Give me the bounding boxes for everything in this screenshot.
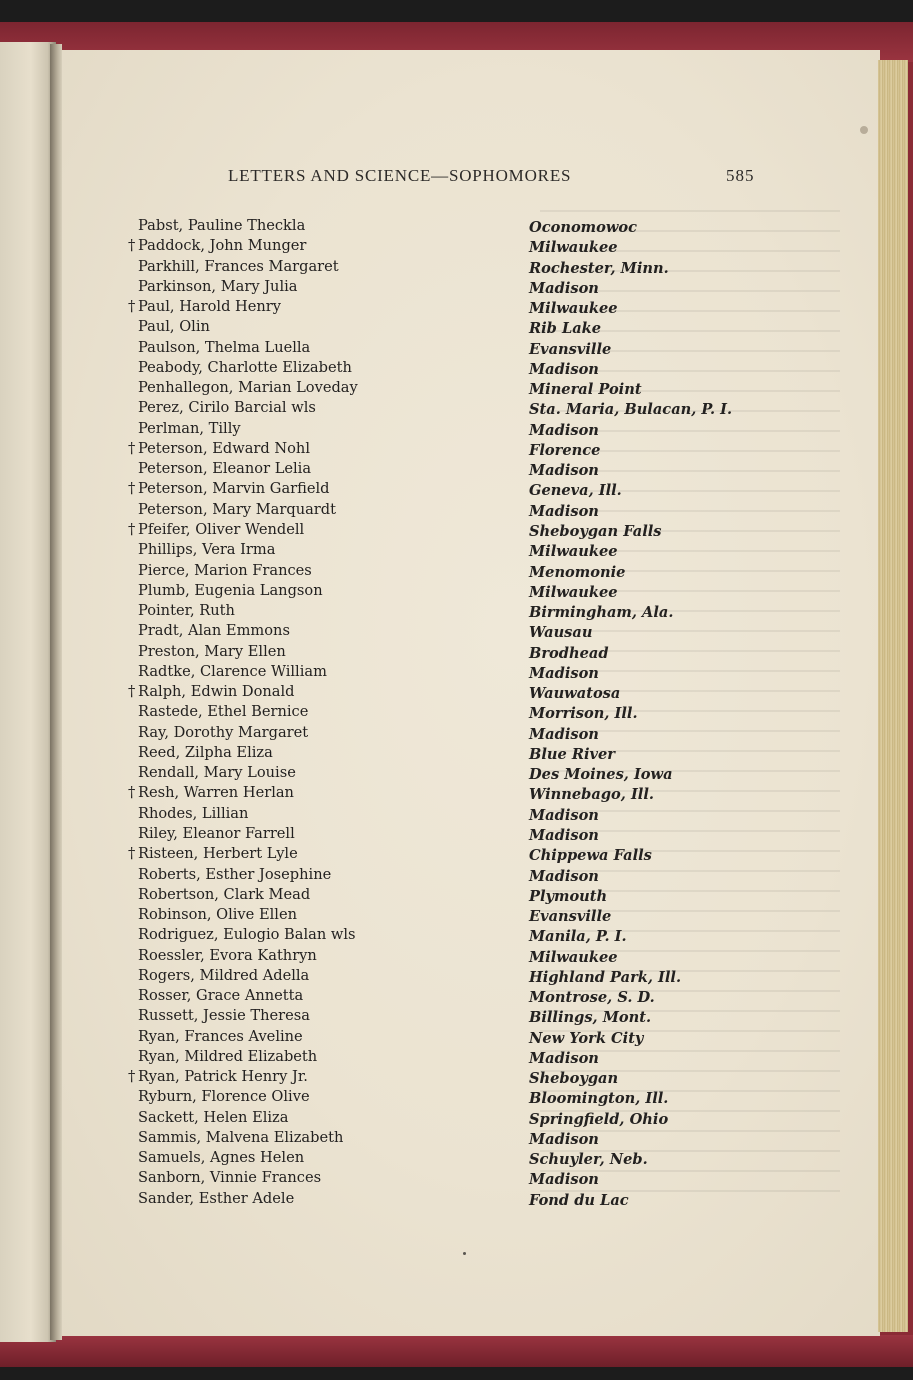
entry-name-row bbox=[128, 702, 488, 722]
dagger-mark: † bbox=[128, 520, 136, 538]
entry-name-row bbox=[128, 783, 488, 803]
hometown: Bloomington, Ill. bbox=[529, 1090, 669, 1108]
hometown: Highland Park, Ill. bbox=[529, 968, 682, 986]
hometown: Wausau bbox=[529, 624, 593, 642]
hometown: Milwaukee bbox=[529, 543, 618, 561]
hometown: Madison bbox=[529, 502, 599, 520]
student-name: Robinson, Olive Ellen bbox=[138, 906, 297, 924]
student-name: Peabody, Charlotte Elizabeth bbox=[138, 358, 352, 376]
student-name: Sammis, Malvena Elizabeth bbox=[138, 1128, 344, 1146]
student-name: Pierce, Marion Frances bbox=[138, 561, 312, 579]
dagger-mark: † bbox=[128, 439, 136, 457]
entry-name-row bbox=[128, 763, 488, 783]
dagger-mark: † bbox=[128, 480, 136, 498]
entry-name-row bbox=[128, 743, 488, 763]
student-name: Paulson, Thelma Luella bbox=[138, 338, 311, 356]
hometown: Morrison, Ill. bbox=[529, 705, 638, 723]
hometown: Milwaukee bbox=[529, 948, 618, 966]
left-page-edge bbox=[0, 42, 56, 1342]
hometown: Geneva, Ill. bbox=[529, 482, 622, 500]
hometown: Sta. Maria, Bulacan, P. I. bbox=[529, 401, 733, 419]
student-name: Resh, Warren Herlan bbox=[138, 784, 294, 802]
hometown: Mineral Point bbox=[529, 381, 642, 399]
hometown: Madison bbox=[529, 360, 599, 378]
student-name: Sackett, Helen Eliza bbox=[138, 1108, 289, 1126]
student-name: Parkinson, Mary Julia bbox=[138, 277, 298, 295]
entry-name-row bbox=[128, 986, 488, 1006]
entry-name-row bbox=[128, 297, 488, 317]
hometown: Manila, P. I. bbox=[529, 928, 627, 946]
student-name: Paddock, John Munger bbox=[138, 237, 307, 255]
entry-name-row bbox=[128, 1189, 488, 1209]
entry-name-row bbox=[128, 561, 488, 581]
student-name: Ryan, Frances Aveline bbox=[138, 1027, 303, 1045]
hometown: Rochester, Minn. bbox=[529, 259, 669, 277]
hometown: Madison bbox=[529, 462, 599, 480]
hometown: Billings, Mont. bbox=[529, 1009, 652, 1027]
student-name: Pabst, Pauline Theckla bbox=[138, 217, 306, 234]
student-name: Peterson, Edward Nohl bbox=[138, 439, 310, 457]
hometown: Milwaukee bbox=[529, 239, 618, 257]
entry-name-row bbox=[128, 824, 488, 844]
entry-name-row bbox=[128, 723, 488, 743]
student-name: Preston, Mary Ellen bbox=[138, 642, 286, 660]
hometown: Madison bbox=[529, 1130, 599, 1148]
student-name: Paul, Olin bbox=[138, 318, 210, 336]
entry-name-row bbox=[128, 338, 488, 358]
cover-bottom-edge bbox=[0, 1335, 913, 1367]
entry-name-row bbox=[128, 378, 488, 398]
dagger-mark: † bbox=[128, 298, 136, 316]
entry-name-row bbox=[128, 662, 488, 682]
hometown: Sheboygan bbox=[529, 1070, 619, 1088]
entry-name-row bbox=[128, 844, 488, 864]
entry-name-row bbox=[128, 885, 488, 905]
student-name: Samuels, Agnes Helen bbox=[138, 1149, 305, 1167]
student-name: Plumb, Eugenia Langson bbox=[138, 581, 323, 599]
entry-name-row bbox=[128, 1027, 488, 1047]
entry-name-row bbox=[128, 257, 488, 277]
student-name: Peterson, Mary Marquardt bbox=[138, 500, 336, 518]
entry-name-row bbox=[128, 966, 488, 986]
hometown: Milwaukee bbox=[529, 300, 618, 318]
dagger-mark: † bbox=[128, 845, 136, 863]
hometown: New York City bbox=[529, 1029, 644, 1047]
hometown: Madison bbox=[529, 806, 599, 824]
hometown: Madison bbox=[529, 279, 599, 297]
entry-name-row bbox=[128, 317, 488, 337]
hometown: Madison bbox=[529, 1171, 599, 1189]
student-name: Ryburn, Florence Olive bbox=[138, 1088, 310, 1106]
entry-name-row bbox=[128, 1067, 488, 1087]
student-name: Sanborn, Vinnie Frances bbox=[138, 1169, 322, 1187]
student-name: Rastede, Ethel Bernice bbox=[138, 703, 309, 721]
hometown: Oconomowoc bbox=[529, 219, 638, 236]
dagger-mark: † bbox=[128, 784, 136, 802]
student-name: Ryan, Patrick Henry Jr. bbox=[138, 1068, 308, 1086]
student-name: Radtke, Clarence William bbox=[138, 662, 327, 680]
hometown: Des Moines, Iowa bbox=[529, 766, 673, 784]
hometown: Springfield, Ohio bbox=[529, 1110, 669, 1128]
student-name: Phillips, Vera Irma bbox=[138, 541, 276, 559]
student-name: Pfeifer, Oliver Wendell bbox=[138, 520, 305, 538]
student-name: Risteen, Herbert Lyle bbox=[138, 845, 298, 863]
entry-name-row bbox=[128, 520, 488, 540]
entry-name-row bbox=[128, 621, 488, 641]
hometown: Madison bbox=[529, 725, 599, 743]
hometown: Madison bbox=[529, 867, 599, 885]
entry-name-row bbox=[128, 925, 488, 945]
entry-name-row bbox=[128, 1168, 488, 1188]
book-gutter bbox=[50, 44, 62, 1340]
student-name: Parkhill, Frances Margaret bbox=[138, 257, 339, 275]
entry-name-row bbox=[128, 479, 488, 499]
entry-name-row bbox=[128, 358, 488, 378]
hometown: Madison bbox=[529, 1049, 599, 1067]
hometown: Madison bbox=[529, 664, 599, 682]
student-name: Pradt, Alan Emmons bbox=[138, 622, 290, 640]
student-name: Peterson, Marvin Garfield bbox=[138, 480, 330, 498]
places-column bbox=[529, 218, 869, 1211]
entry-name-row bbox=[128, 500, 488, 520]
hometown: Madison bbox=[529, 421, 599, 439]
entry-name-row bbox=[128, 804, 488, 824]
hometown: Montrose, S. D. bbox=[529, 989, 655, 1007]
entry-name-row bbox=[128, 1006, 488, 1026]
names-column bbox=[128, 216, 488, 1209]
hometown: Wauwatosa bbox=[529, 685, 621, 703]
hometown: Plymouth bbox=[529, 887, 608, 905]
entry-name-row bbox=[128, 946, 488, 966]
entry-name-row bbox=[128, 642, 488, 662]
hometown: Winnebago, Ill. bbox=[529, 786, 654, 804]
hometown: Menomonie bbox=[529, 563, 626, 581]
entry-name-row bbox=[128, 1047, 488, 1067]
student-name: Rendall, Mary Louise bbox=[138, 764, 296, 782]
student-name: Roberts, Esther Josephine bbox=[138, 865, 332, 883]
student-name: Penhallegon, Marian Loveday bbox=[138, 379, 358, 397]
page-edges bbox=[878, 60, 908, 1332]
entry-name-row bbox=[128, 398, 488, 418]
dagger-mark: † bbox=[128, 683, 136, 701]
entry-name-row bbox=[128, 581, 488, 601]
hometown: Florence bbox=[529, 441, 601, 459]
student-name: Russett, Jessie Theresa bbox=[138, 1007, 310, 1025]
hometown: Schuyler, Neb. bbox=[529, 1151, 648, 1169]
student-name: Ralph, Edwin Donald bbox=[138, 683, 295, 701]
entry-name-row bbox=[128, 277, 488, 297]
student-name: Ryan, Mildred Elizabeth bbox=[138, 1047, 318, 1065]
student-name: Perez, Cirilo Barcial wls bbox=[138, 399, 316, 417]
hometown: Milwaukee bbox=[529, 583, 618, 601]
hometown: Blue River bbox=[529, 745, 615, 763]
paper-spot bbox=[860, 126, 868, 134]
paper-spot bbox=[463, 1252, 466, 1255]
entry-name-row bbox=[128, 459, 488, 479]
student-name: Robertson, Clark Mead bbox=[138, 885, 311, 903]
entry-name-row bbox=[128, 682, 488, 702]
dagger-mark: † bbox=[128, 1068, 136, 1086]
hometown: Madison bbox=[529, 826, 599, 844]
entry-name-row bbox=[128, 1148, 488, 1168]
entry-name-row bbox=[128, 1128, 488, 1148]
entry-name-row bbox=[128, 419, 488, 439]
dagger-mark: † bbox=[128, 237, 136, 255]
student-name: Peterson, Eleanor Lelia bbox=[138, 460, 312, 478]
hometown: Evansville bbox=[529, 340, 612, 358]
entry-name-row bbox=[128, 1087, 488, 1107]
student-name: Roessler, Evora Kathryn bbox=[138, 946, 317, 964]
student-name: Pointer, Ruth bbox=[138, 602, 235, 620]
student-name: Riley, Eleanor Farrell bbox=[138, 824, 295, 842]
hometown: Brodhead bbox=[529, 644, 609, 662]
entry-name-row bbox=[128, 1108, 488, 1128]
running-head: LETTERS AND SCIENCE—SOPHOMORES bbox=[228, 166, 572, 185]
entry-name-row bbox=[128, 216, 488, 236]
student-name: Rhodes, Lillian bbox=[138, 804, 249, 822]
hometown: Chippewa Falls bbox=[529, 847, 652, 865]
student-name: Perlman, Tilly bbox=[138, 419, 241, 437]
student-name: Paul, Harold Henry bbox=[138, 298, 282, 316]
page-number: 585 bbox=[726, 166, 755, 185]
entry-name-row bbox=[128, 601, 488, 621]
hometown: Birmingham, Ala. bbox=[529, 604, 674, 622]
hometown: Rib Lake bbox=[529, 320, 602, 338]
student-name: Reed, Zilpha Eliza bbox=[138, 743, 273, 761]
entry-name-row bbox=[128, 905, 488, 925]
entry-name-row bbox=[128, 540, 488, 560]
hometown: Evansville bbox=[529, 908, 612, 926]
hometown: Fond du Lac bbox=[529, 1191, 629, 1209]
student-name: Rodriguez, Eulogio Balan wls bbox=[138, 926, 356, 944]
student-name: Rogers, Mildred Adella bbox=[138, 966, 310, 984]
student-name: Rosser, Grace Annetta bbox=[138, 987, 304, 1005]
entry-name-row bbox=[128, 865, 488, 885]
entry-name-row bbox=[128, 439, 488, 459]
entry-name-row bbox=[128, 236, 488, 256]
student-name: Sander, Esther Adele bbox=[138, 1189, 295, 1207]
student-name: Ray, Dorothy Margaret bbox=[138, 723, 309, 741]
hometown: Sheboygan Falls bbox=[529, 522, 662, 540]
